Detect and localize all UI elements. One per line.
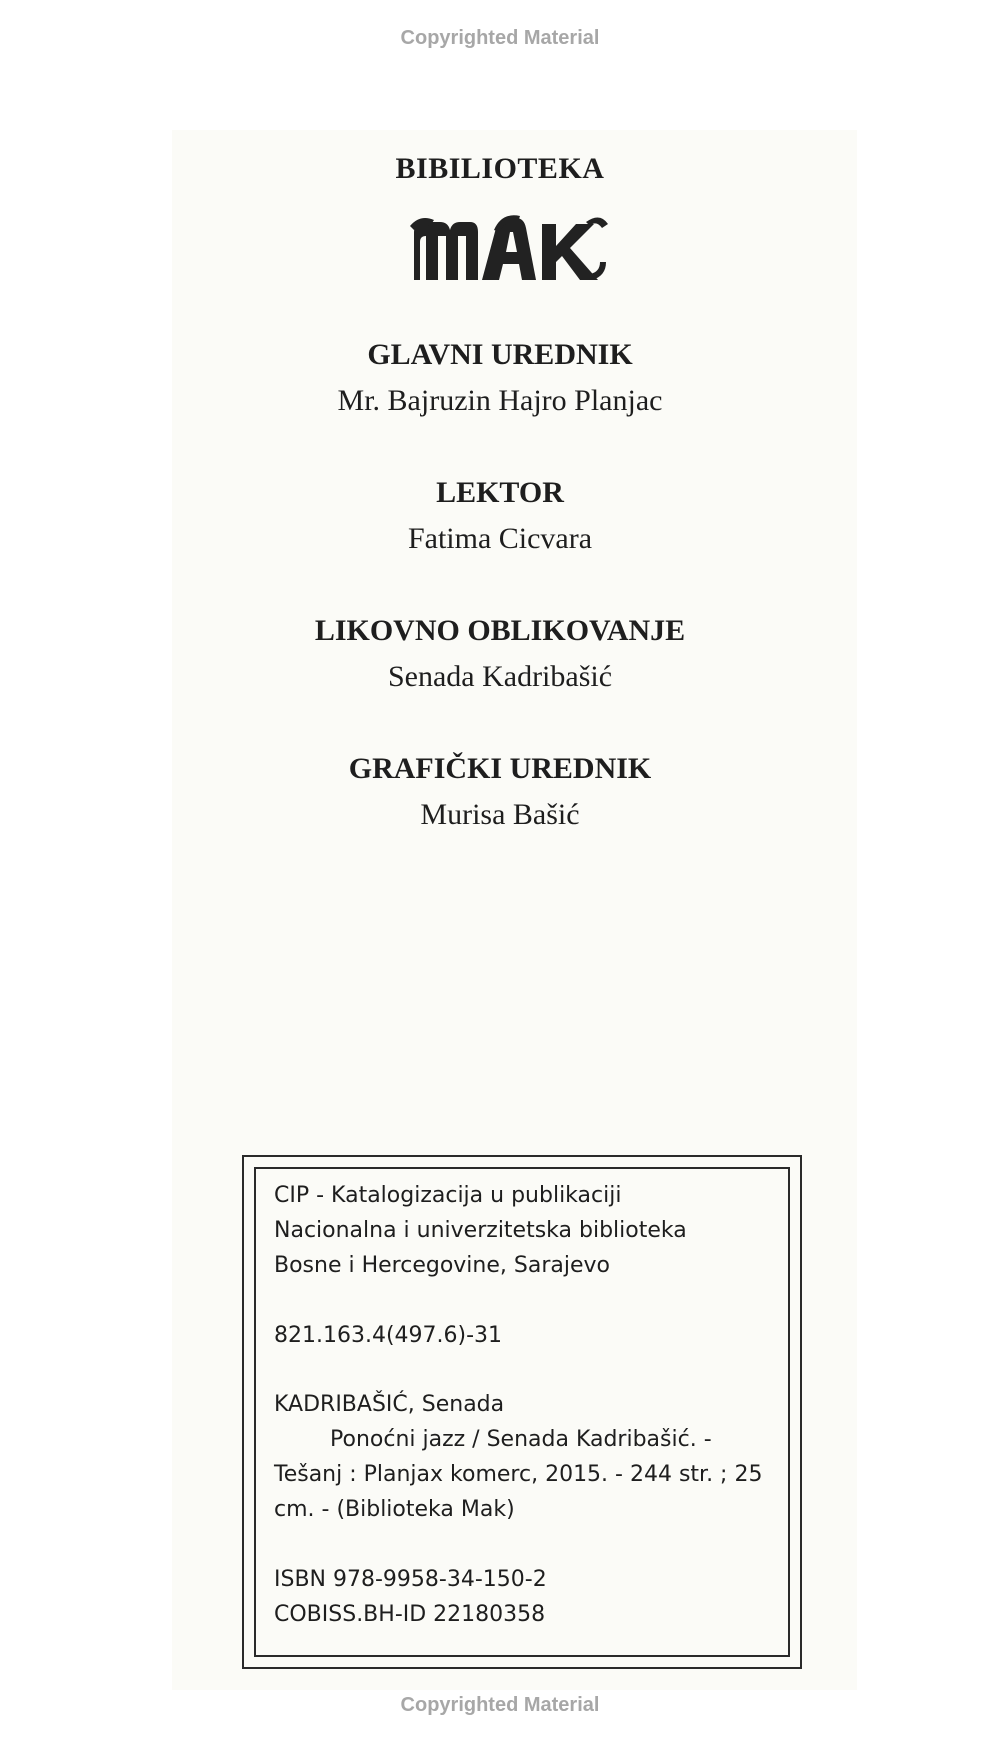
cip-isbn: ISBN 978-9958-34-150-2 xyxy=(274,1567,547,1592)
mak-logo xyxy=(410,210,610,284)
cip-header-line: Nacionalna i univerzitetska biblioteka xyxy=(274,1218,687,1243)
cip-author: KADRIBAŠIĆ, Senada xyxy=(274,1392,505,1417)
watermark-top: Copyrighted Material xyxy=(400,27,600,49)
cip-header-line: Bosne i Hercegovine, Sarajevo xyxy=(274,1253,610,1278)
cip-series-line: cm. - (Biblioteka Mak) xyxy=(274,1497,515,1522)
cip-header-line: CIP - Katalogizacija u publikaciji xyxy=(274,1183,622,1208)
credit-name-proofreader: Fatima Cicvara xyxy=(407,522,593,555)
credit-name-editor-in-chief: Mr. Bajruzin Hajro Planjac xyxy=(337,384,663,417)
credit-role-editor-in-chief: GLAVNI UREDNIK xyxy=(367,338,633,371)
cip-imprint-line: Tešanj : Planjax komerc, 2015. - 244 str. ; 25 xyxy=(274,1462,763,1487)
cip-title-line: Ponoćni jazz / Senada Kadribašić. - xyxy=(330,1427,712,1452)
credit-name-graphic-editor: Murisa Bašić xyxy=(420,798,580,831)
library-label: BIBILIOTEKA xyxy=(395,152,605,185)
credit-role-proofreader: LEKTOR xyxy=(436,476,564,509)
cip-udc: 821.163.4(497.6)-31 xyxy=(274,1323,503,1348)
credit-name-art-design: Senada Kadribašić xyxy=(387,660,613,693)
cip-cobiss: COBISS.BH-ID 22180358 xyxy=(274,1602,546,1627)
credit-role-graphic-editor: GRAFIČKI UREDNIK xyxy=(348,752,652,785)
watermark-bottom: Copyrighted Material xyxy=(400,1694,600,1716)
credit-role-art-design: LIKOVNO OBLIKOVANJE xyxy=(314,614,686,647)
